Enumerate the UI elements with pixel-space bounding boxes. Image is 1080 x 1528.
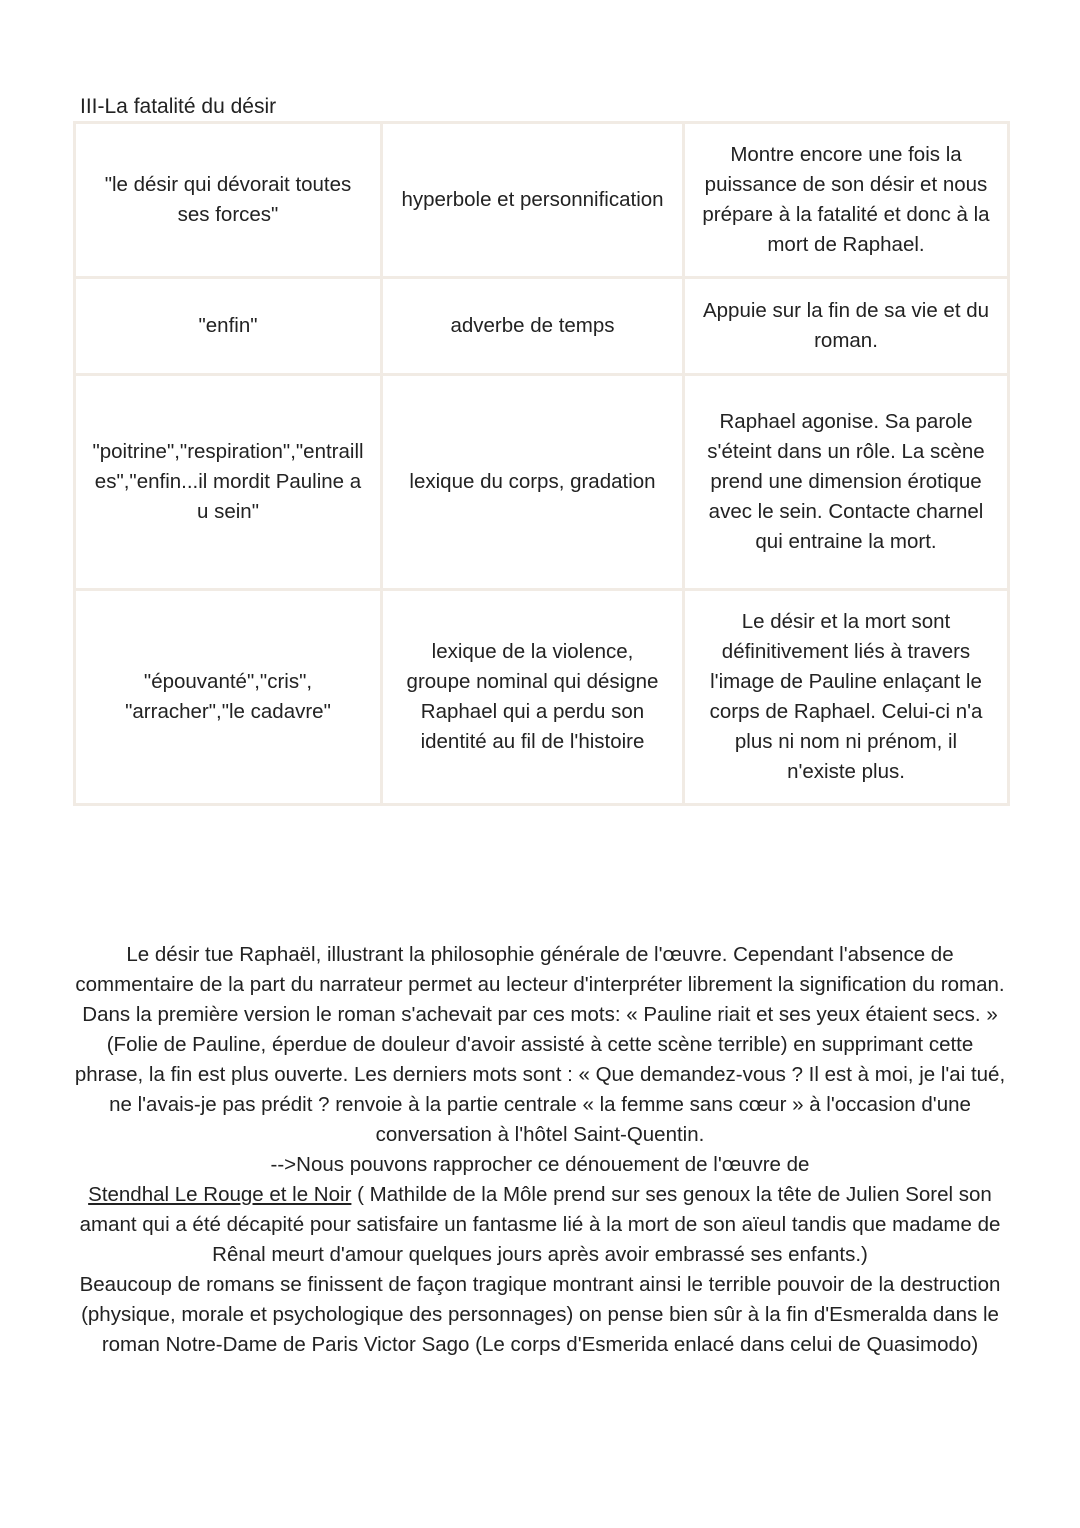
stendhal-reference-link[interactable]: Stendhal Le Rouge et le Noir — [88, 1183, 352, 1206]
procede-cell: lexique de la violence, groupe nominal qui désigne Raphael qui a perdu son identité au fil de l'histoire — [382, 590, 684, 805]
procede-cell: hyperbole et personnification — [382, 123, 684, 278]
effet-cell: Raphael agonise. Sa parole s'éteint dans un rôle. La scène prend une dimension érotique avec le sein. Contacte charnel qui entraine la mort. — [684, 375, 1009, 590]
conclusion-paragraph: Le désir tue Raphaël, illustrant la philosophie générale de l'œuvre. Cependant l'absence de commentaire de la part du narrateur permet au lecteur d'interpréter librement la signification du roman. — [75, 943, 1005, 996]
procede-cell: adverbe de temps — [382, 278, 684, 375]
effet-cell: Montre encore une fois la puissance de son désir et nous prépare à la fatalité et donc à la mort de Raphael. — [684, 123, 1009, 278]
section-heading: III-La fatalité du désir — [80, 95, 277, 118]
procede-cell: lexique du corps, gradation — [382, 375, 684, 590]
quote-cell: "le désir qui dévorait toutes ses forces" — [75, 123, 382, 278]
quote-cell: "épouvanté","cris", "arracher","le cadavre" — [75, 590, 382, 805]
quote-cell: "enfin" — [75, 278, 382, 375]
quote-cell: "poitrine","respiration","entrailles","enfin...il mordit Pauline au sein" — [75, 375, 382, 590]
analysis-table — [73, 121, 1010, 806]
table-row — [75, 375, 1009, 590]
conclusion-paragraph: -->Nous pouvons rapprocher ce dénouement de l'œuvre de — [270, 1153, 810, 1176]
conclusion-paragraph: Beaucoup de romans se finissent de façon tragique montrant ainsi le terrible pouvoir de la destruction (physique, morale et psychologique des personnages) on pense bien sûr à la fin d'Esmeralda dans le roman Notre-Dame de Paris Victor Sago (Le corps d'Esmerida enlacé dans celui de Quasimodo) — [79, 1273, 1001, 1356]
conclusion-paragraph: Dans la première version le roman s'achevait par ces mots: « Pauline riait et ses yeux étaient secs. » (Folie de Pauline, éperdue de douleur d'avoir assisté à cette scène terrible) en supprimant cette phrase, la fin est plus ouverte. Les derniers mots sont : « Que demandez-vous ? Il est à moi, je l'ai tué, ne l'avais-je pas prédit ? renvoie à la partie centrale « la femme sans cœur » à l'occasion d'une conversation à l'hôtel Saint-Quentin. — [74, 1003, 1006, 1146]
effet-cell: Le désir et la mort sont définitivement liés à travers l'image de Pauline enlaçant le corps de Raphael. Celui-ci n'a plus ni nom ni prénom, il n'existe plus. — [684, 590, 1009, 805]
table-row — [75, 590, 1009, 805]
table-row — [75, 123, 1009, 278]
conclusion-paragraph-rest: ( Mathilde de la Môle prend sur ses genoux la tête de Julien Sorel son amant qui a été décapité pour satisfaire un fantasme lié à la mort de son aïeul tandis que madame de Rênal meurt d'amour quelques jours après avoir embrassé ses enfants.) — [79, 1183, 1001, 1266]
table-row — [75, 278, 1009, 375]
conclusion-text — [72, 940, 1008, 1360]
conclusion-paragraph — [72, 1180, 1008, 1270]
effet-cell: Appuie sur la fin de sa vie et du roman. — [684, 278, 1009, 375]
